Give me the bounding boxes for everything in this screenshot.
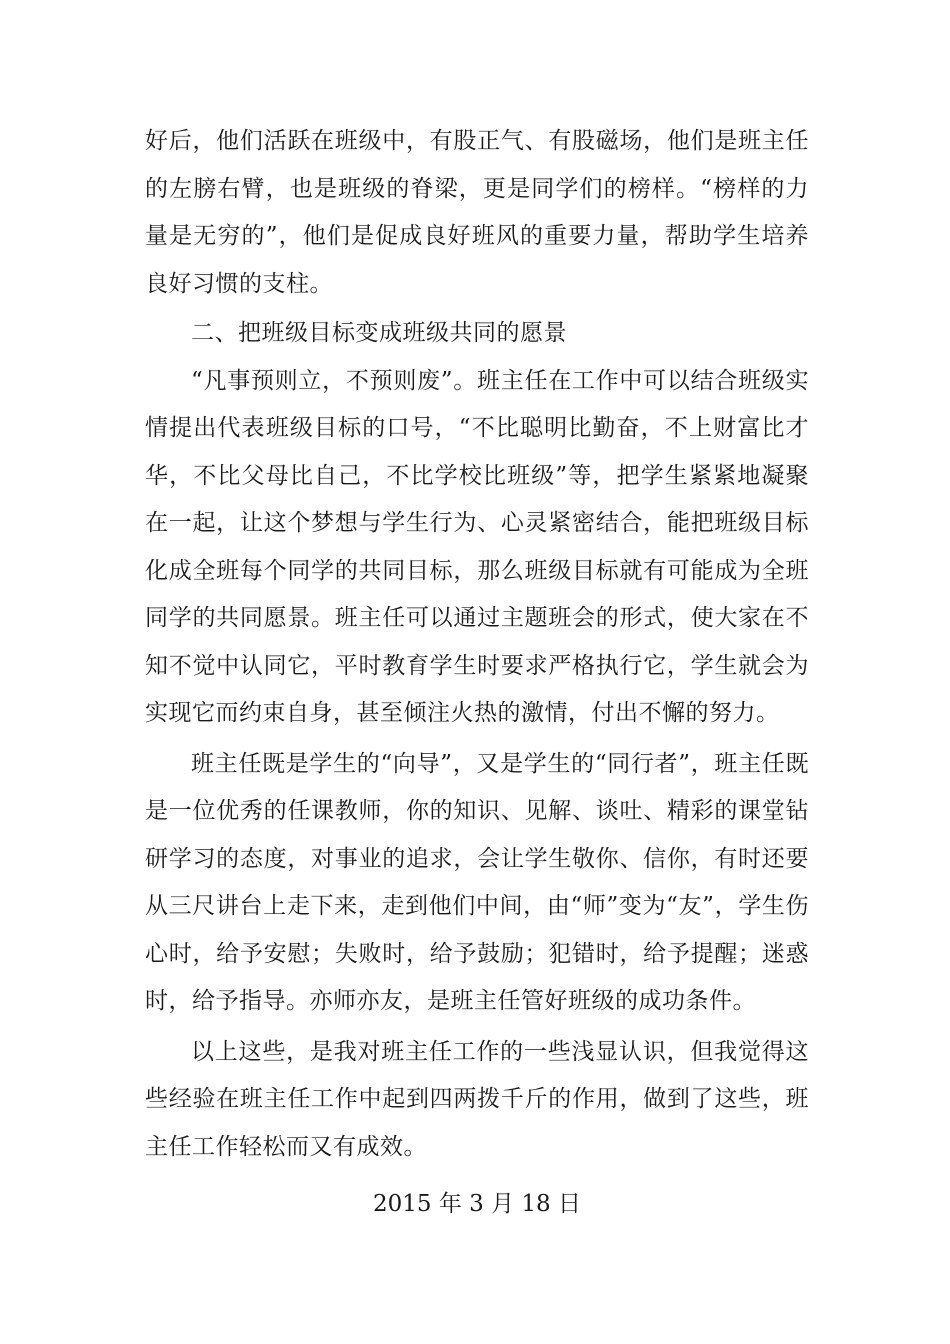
- document-page: [145, 118, 809, 1229]
- document-date: 2015 年 3 月 18 日: [373, 1191, 581, 1217]
- paragraph-continuation: 好后，他们活跃在班级中，有股正气、有股磁场，他们是班主任的左膀右臂，也是班级的脊梁，更是同学们的榜样。“榜样的力量是无穷的”，他们是促成良好班风的重要力量，帮助学生培养良好习惯的支柱。: [145, 128, 809, 297]
- paragraph-class-goal: “凡事预则立，不预则废”。班主任在工作中可以结合班级实情提出代表班级目标的口号，“不比聪明比勤奋，不上财富比才华，不比父母比自己，不比学校比班级”等，把学生紧紧地凝聚在一起，让这个梦想与学生行为、心灵紧密结合，能把班级目标化成全班每个同学的共同目标，那么班级目标就有可能成为全班同学的共同愿景。班主任可以通过主题班会的形式，使大家在不知不觉中认同它，平时教育学生时要求严格执行它，学生就会为实现它而约束自身，甚至倾注火热的激情，付出不懈的努力。: [145, 367, 809, 726]
- paragraph-teacher-role: 班主任既是学生的“向导”，又是学生的“同行者”，班主任既是一位优秀的任课教师，你的知识、见解、谈吐、精彩的课堂钻研学习的态度，对事业的追求，会让学生敬你、信你，有时还要从三尺讲台上走下来，走到他们中间，由“师”变为“友”，学生伤心时，给予安慰；失败时，给予鼓励；犯错时，给予提醒；迷惑时，给予指导。亦师亦友，是班主任管好班级的成功条件。: [145, 750, 809, 1014]
- section-heading: 二、把班级目标变成班级共同的愿景: [191, 320, 567, 346]
- paragraph-conclusion: 以上这些，是我对班主任工作的一些浅显认识，但我觉得这些经验在班主任工作中起到四两拨千斤的作用，做到了这些，班主任工作轻松而又有成效。: [145, 1038, 809, 1160]
